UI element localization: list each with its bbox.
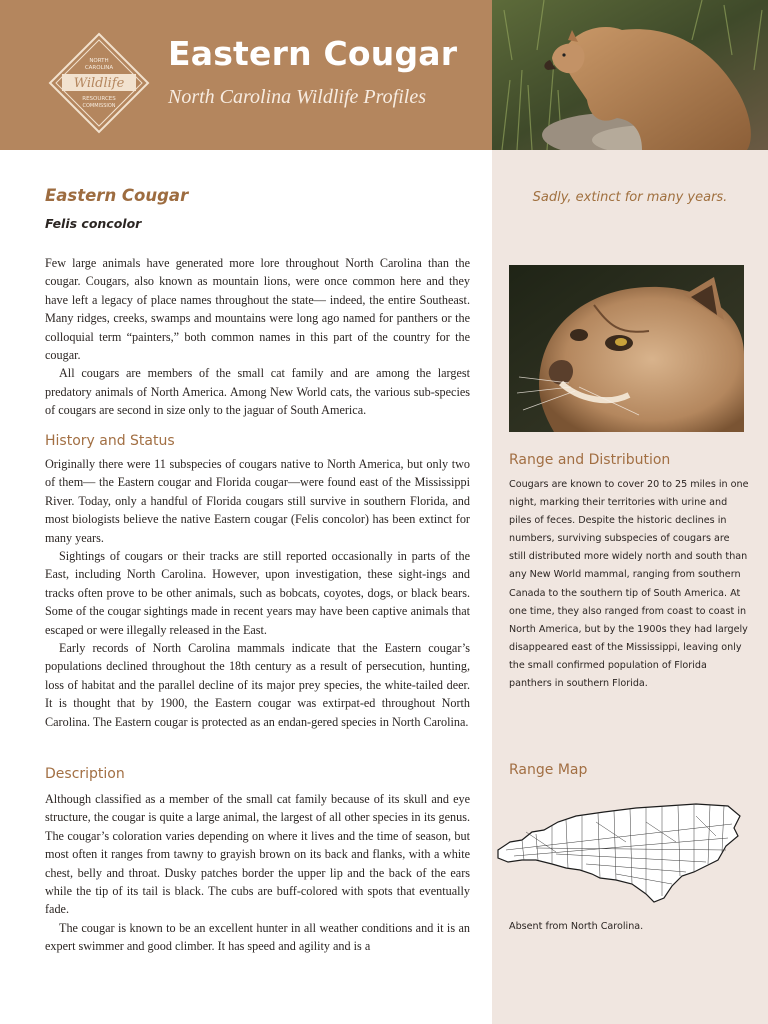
logo-script: Wildlife [73,76,125,91]
cougar-on-rock-photo [492,0,768,150]
wildlife-commission-logo [48,32,150,134]
logo-line-2: CAROLINA [84,65,114,71]
history-text [45,455,470,731]
history-paragraph: Sightings of cougars or their tracks are still reported occasionally in parts of the East, including North Carolina. However, upon investigation, these sight-ings and tracks often prove to be other animals, such as bobcats, coyotes, dogs, or black bears. Some of the cougar sightings made in recent years may have been captive animals that escaped or were illegally released in the East. [45,549,470,637]
cougar-face-photo [509,265,744,432]
intro-text [45,254,470,420]
scientific-name: Felis concolor [45,216,142,231]
description-heading: Description [45,766,125,782]
logo-line-3: RESOURCES [82,96,116,102]
tagline: Sadly, extinct for many years. [532,190,728,205]
intro-paragraph: All cougars are members of the small cat family and are among the largest predatory animals of North America. Among New World cats, the various sub-species of cougars are second in size only to the jaguar of South America. [45,366,470,418]
history-heading: History and Status [45,433,175,449]
logo-line-4: COMMISSION [82,103,116,109]
description-text [45,790,470,956]
header-band [0,0,492,150]
page-title: Eastern Cougar [168,34,458,73]
logo-line-1: NORTH [89,58,109,64]
history-paragraph: Early records of North Carolina mammals indicate that the Eastern cougar’s populations declined throughout the 18th century as a result of persecution, hunting, loss of habitat and the parallel decline of its major prey species, the white-tailed deer. It is thought that by 1900, the Eastern cougar was extirpat-ed throughout North Carolina. The Eastern cougar is protected as an endan-gered species in North Carolina. [45,641,470,729]
range-map-caption: Absent from North Carolina. [509,921,644,932]
history-paragraph: Originally there were 11 subspecies of cougars native to North America, but only two of them— the Eastern cougar and Florida cougar—were found east of the Mississippi River. Today, only a handful of Florida cougars still survive in southern Florida, and most biologists believe the native Eastern cougar (Felis concolor) has been extinct for many years. [45,457,470,545]
article-title: Eastern Cougar [45,186,189,205]
sidebar [492,150,768,1024]
page-subtitle: North Carolina Wildlife Profiles [168,86,426,108]
intro-paragraph: Few large animals have generated more lore throughout North Carolina than the cougar. Cougars, also known as mountain lions, were once common here and they have left a legacy of place names throughout the state— indeed, the entire Southeast. Many ridges, creeks, swamps and mountains were long ago named for panthers or the colloquial term “painters,” both common names in this part of the country for the cougar. [45,256,470,363]
description-paragraph: Although classified as a member of the small cat family because of its skull and eye structure, the cougar is quite a large animal, the largest of all other species in its genus. The cougar’s coloration varies depending on where it lives and the time of season, but most often it ranges from tawny to grayish brown on its back and flanks, with a white chest, belly and throat. Dusky patches border the upper lip and the back of the ears while the tip of its tail is black. The cubs are buff-colored with spots that eventually fade. [45,792,470,917]
range-distribution-text: Cougars are known to cover 20 to 25 miles in one night, marking their territories with urine and piles of feces. Despite the historic declines in numbers, surviving subspecies of cougars are still distributed more widely north and south than any New World mammal, ranging from southern Canada to the southern tip of South America. At one time, they also ranged from coast to coast in North America, but by the 1900s they had largely disappeared east of the Mississippi, leaving only the small confirmed population of Florida panthers in southern Florida. [509,479,749,690]
north-carolina-range-map [496,802,742,906]
range-distribution-heading: Range and Distribution [509,452,671,468]
description-paragraph: The cougar is known to be an excellent hunter in all weather conditions and it is an expert swimmer and good climber. It has speed and agility and is a [45,920,470,954]
range-map-heading: Range Map [509,762,588,778]
